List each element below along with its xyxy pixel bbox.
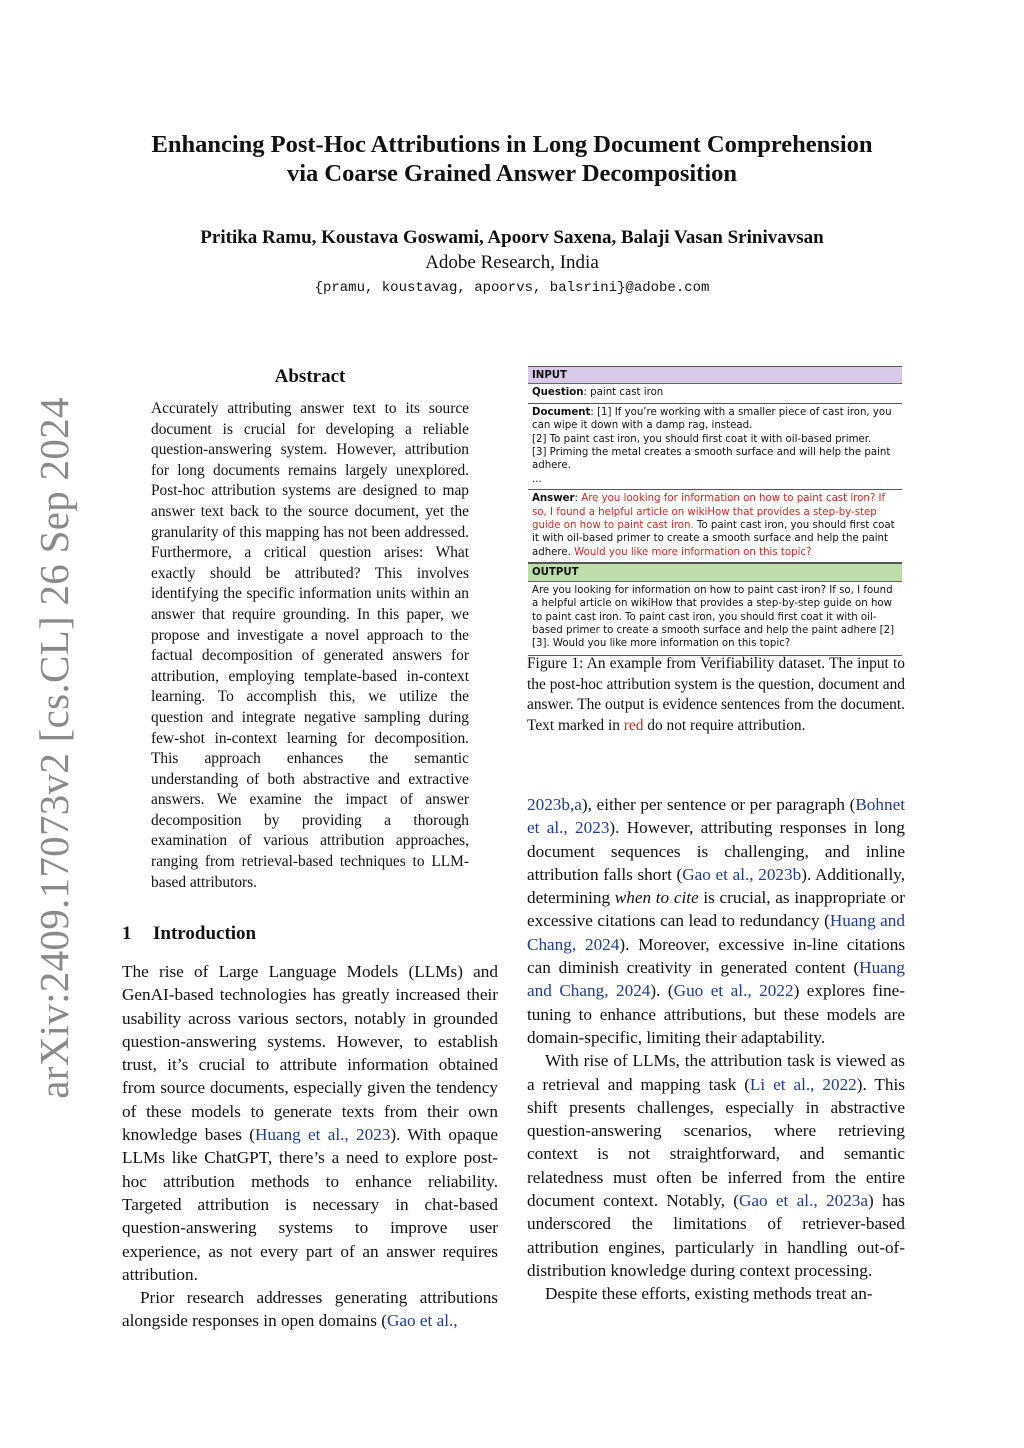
text-run: ). However, attributing responses in long document sequences is challenging, and inline attribution falls short ( bbox=[527, 818, 905, 884]
text-run: ). Additionally, determining bbox=[527, 864, 906, 908]
text-run: ). With opaque LLMs like ChatGPT, there’s a need to explore post-hoc attribution methods to enhance reliability. Targeted attribution is necessary in chat-based question-answering systems to improve user experience, as not every part of an answer requires attribution. bbox=[122, 1125, 498, 1284]
document-ellipsis: ... bbox=[532, 473, 542, 485]
citation-link[interactable]: Guo et al., 2022 bbox=[673, 981, 794, 1001]
figure-document-row bbox=[528, 404, 902, 490]
citation-link[interactable]: Li et al., 2022 bbox=[749, 1074, 857, 1094]
document-sentence-1: : [1] If you’re working with a smaller piece of cast iron, you can wipe it down with a damp rag, instead. bbox=[532, 406, 892, 432]
citation-link[interactable]: Huang et al., 2023 bbox=[254, 1125, 391, 1145]
document-sentence-3: [3] Priming the metal creates a smooth surface and will help the paint adhere. bbox=[532, 447, 891, 472]
citation-link[interactable]: 2023b,a bbox=[527, 795, 582, 814]
figure-output-band: OUTPUT bbox=[528, 563, 902, 581]
answer-unattributed-2: Would you like more information on this topic? bbox=[574, 546, 812, 558]
text-run: With rise of LLMs, the attribution task is viewed as a retrieval and mapping task ( bbox=[527, 1051, 905, 1094]
caption-red-word: red bbox=[623, 716, 644, 734]
caption-text: Figure 1: An example from Verifiability dataset. The input to the post-hoc attribution system is the question, document and answer. The output is evidence sentences from the document. Text marked in bbox=[527, 655, 905, 734]
text-run: ). Moreover, excessive in-line citations can diminish creativity in generated content ( bbox=[527, 934, 906, 978]
affiliation: Adobe Research, India bbox=[425, 252, 599, 273]
text-run: Prior research addresses generating attributions alongside responses in open domains ( bbox=[122, 1288, 498, 1331]
answer-unattributed-1: Are you looking for information on how to paint cast iron? If so, I found a helpful article on wikiHow that provides a step-by-step guide on how to paint cast iron. bbox=[532, 493, 886, 532]
figure-input-band: INPUT bbox=[528, 366, 902, 384]
title-line-1: Enhancing Post-Hoc Attributions in Long Document Comprehension bbox=[151, 131, 873, 158]
author-list: Pritika Ramu, Koustava Goswami, Apoorv Saxena, Balaji Vasan Srinivavsan bbox=[200, 227, 824, 248]
section-number: 1 bbox=[122, 923, 132, 944]
emphasis-text: when to cite bbox=[614, 888, 699, 908]
citation-link[interactable]: Gao et al., bbox=[386, 1311, 458, 1331]
document-label: Document bbox=[532, 406, 591, 418]
answer-colon: : bbox=[574, 493, 582, 505]
text-run: ), either per sentence or per paragraph ( bbox=[581, 795, 856, 814]
citation-link[interactable]: Gao et al., 2023a bbox=[738, 1191, 869, 1211]
introduction-heading bbox=[122, 923, 498, 945]
right-paragraph-2 bbox=[527, 1049, 905, 1282]
text-run: is crucial, as inappropriate or excessive citations can lead to redundancy ( bbox=[527, 888, 905, 931]
intro-paragraph-1 bbox=[122, 960, 498, 1286]
abstract-heading: Abstract bbox=[274, 366, 346, 387]
answer-attributed: To paint cast iron, you should first coat it with oil-based primer to create a smooth surface and help the paint adhere. bbox=[532, 520, 895, 558]
arxiv-identifier-stamp: arXiv:2409.17073v2 [cs.CL] 26 Sep 2024 bbox=[31, 397, 77, 1099]
text-run: ). ( bbox=[650, 981, 674, 1001]
paper-title bbox=[0, 130, 1024, 188]
answer-label: Answer bbox=[532, 493, 575, 505]
figure-answer-row bbox=[528, 490, 902, 563]
text-run: ) has underscored the limitations of retriever-based attribution engines, particularly in handling out-of-distribution knowledge during context processing. bbox=[527, 1191, 905, 1280]
citation-link[interactable]: Huang and Chang, 2024 bbox=[527, 911, 905, 954]
citation-link[interactable]: Bohnet et al., 2023 bbox=[527, 795, 905, 838]
figure-1-caption bbox=[527, 654, 905, 736]
author-emails: {pramu, koustavag, apoorvs, balsrini}@adobe.com bbox=[314, 280, 710, 296]
right-paragraph-3: Despite these efforts, existing methods treat an- bbox=[545, 1284, 873, 1304]
text-run: ). This shift presents challenges, especially in abstractive question-answering scenarios, where retrieving context is not straightforward, and semantic relatedness must often be inferred from the entire document context. Notably, ( bbox=[527, 1074, 905, 1211]
right-paragraph-1 bbox=[527, 793, 905, 1049]
figure-1 bbox=[528, 366, 902, 656]
right-column-body bbox=[527, 793, 905, 1306]
question-label: Question bbox=[532, 387, 584, 399]
figure-output-row: Are you looking for information on how to paint cast iron? If so, I found a helpful article on wikiHow that provides a step-by-step guide on how to paint cast iron. To paint cast iron, you should first coat it with oil-based primer to create a smooth surface and help the paint adhere [2][3]. Would you like more information on this topic? bbox=[528, 582, 902, 656]
text-run: The rise of Large Language Models (LLMs) and GenAI-based technologies has greatly increased their usability across various sectors, notably in grounded question-answering systems. However, to establish trust, it’s crucial to attribute information obtained from source documents, especially given the tendency of these models to generate texts from their own knowledge bases ( bbox=[122, 962, 498, 1145]
title-line-2: via Coarse Grained Answer Decomposition bbox=[286, 160, 738, 187]
left-column-body bbox=[122, 960, 498, 1333]
document-sentence-2: [2] To paint cast iron, you should first coat it with oil-based primer. bbox=[532, 433, 872, 445]
intro-paragraph-2 bbox=[122, 1286, 498, 1333]
figure-question-row bbox=[528, 384, 902, 403]
section-title: Introduction bbox=[153, 923, 257, 944]
abstract-text: Accurately attributing answer text to its source document is crucial for developing a reliable question-answering system. However, attribution for long documents remains largely unexplored. Post-hoc attribution systems are designed to map answer text back to the source document, yet the granularity of this mapping has not been addressed. Furthermore, a critical question arises: What exactly should be attributed? This involves identifying the specific information units within an answer that require grounding. In this paper, we propose and investigate a novel approach to the factual decomposition of generated answers for attribution, employing template-based in-context learning. To accomplish this, we utilize the question and integrate negative sampling during few-shot in-context learning for decomposition. This approach enhances the semantic understanding of both abstractive and extractive answers. We examine the impact of answer decomposition by providing a thorough examination of various attribution approaches, ranging from retrieval-based techniques to LLM-based attributors. bbox=[151, 400, 469, 891]
citation-link[interactable]: Huang and Chang, 2024 bbox=[527, 958, 905, 1001]
text-run: ) explores fine-tuning to enhance attributions, but these models are domain-specific, limiting their adaptability. bbox=[527, 981, 905, 1047]
caption-text: do not require attribution. bbox=[643, 716, 806, 734]
citation-link[interactable]: Gao et al., 2023b bbox=[682, 864, 802, 884]
question-text: : paint cast iron bbox=[583, 387, 664, 399]
